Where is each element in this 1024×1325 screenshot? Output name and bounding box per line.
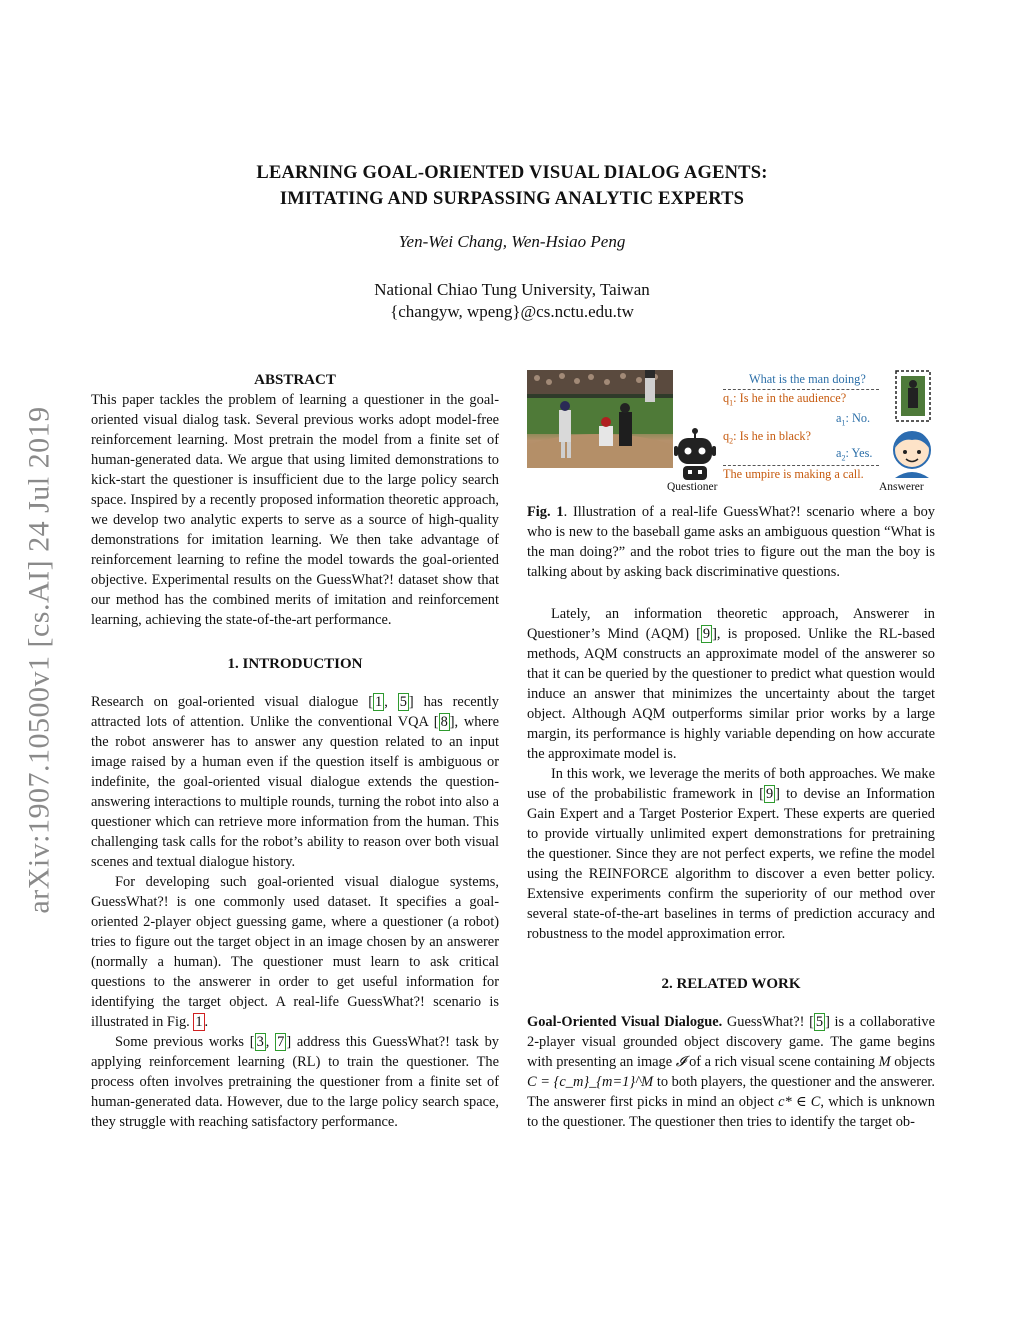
intro-heading: 1. INTRODUCTION (227, 656, 363, 672)
intro-paragraph-3 (91, 1032, 499, 1132)
citation-link[interactable]: 9 (765, 786, 774, 802)
math-symbol: M (878, 1054, 891, 1070)
citation-link[interactable]: 9 (702, 626, 711, 642)
paper-title (120, 160, 904, 212)
text-run: q (723, 391, 730, 405)
text-run: to both players, the questioner and the answerer. The answerer first picks in mind an object (527, 1074, 935, 1110)
initial-question: What is the man doing? (749, 372, 866, 386)
abstract-text: This paper tackles the problem of learning a questioner in the goal-oriented visual dialog task. Several previous works adopt model-free reinforcement learning. Most pretrain the model from a finite set of human-generated data. We argue that using limited demonstrations to kick-start the questioner is insufficient due to the large policy search space. Inspired by a recently proposed information theoretic approach, we develop two analytic experts to serve as a source of high-quality demonstrations for imitation learning. We then take advantage of reinforcement learning to refine the model towards the goal-oriented objective. Experimental results on the GuessWhat?! dataset show that our method has the combined merits of imitation and reinforcement learning, achieving the state-of-the-art performance. (91, 392, 499, 628)
citation-link[interactable]: 5 (815, 1014, 824, 1030)
left-column (91, 370, 499, 1132)
text-run: ] has recently attracted lots of attention. Unlike the conventional VQA [ (91, 694, 499, 730)
related-paragraph-1 (527, 1012, 935, 1132)
citation-link[interactable]: 7 (277, 1034, 285, 1050)
arxiv-stamp (14, 380, 66, 940)
text-run: ], where the robot answerer has to answer any question related to an input image raised by a human even if the question itself is ambiguous or indefinite, the goal-oriented visual dialogue extends the question-answering interactions to multiple rounds, turning the robot into also a questioner which can retrieve more information from the human. This challenging task calls for the robot’s ability to reason over both visual scenes and textual dialogue history. (91, 714, 499, 870)
answerer-label: Answerer (879, 481, 924, 493)
question-1 (723, 391, 846, 407)
text-run: 2 (729, 436, 734, 446)
email: {changyw, wpeng}@cs.nctu.edu.tw (390, 302, 634, 321)
title-line-1: LEARNING GOAL-ORIENTED VISUAL DIALOG AGENTS: (256, 163, 768, 183)
text-run: ], is proposed. Unlike the RL-based methods, AQM constructs an approximate model of the answerer so that it can be queried by the questioner to predict what question would induce an answer that minimizes the uncertainty about the target object. Although AQM outperforms similar prior works by a large margin, its performance is highly variable depending on how accurate the approximate model is. (527, 626, 935, 762)
text-run: : No. (845, 411, 871, 425)
text-run: For developing such goal-oriented visual dialogue systems, GuessWhat?! is one commonly used dataset. It specifies a goal-oriented 2-player object guessing game, where a questioner (a robot) tries to figure out the target object in an image chosen by an answerer (normally a human). The questioner must learn to ask critical questions to the answerer in order to get useful information for identifying the target object. A real-life GuessWhat?! scenario is illustrated in Fig. (91, 874, 499, 1030)
figure-1 (527, 370, 935, 496)
intro-paragraph-1 (91, 692, 499, 872)
text-run: a (836, 411, 842, 425)
text-run: ] address this GuessWhat?! task by applying reinforcement learning (RL) to train the questioner. The process often involves pretraining the questioner from a finite set of human-generated data. However, due to the large policy search space, they struggle with reaching satisfactory performance. (91, 1034, 499, 1130)
right-column (527, 370, 935, 1132)
text-run: GuessWhat?! [ (722, 1014, 814, 1030)
dashed-divider (723, 389, 879, 390)
robot-icon (673, 428, 717, 482)
text-run: ] is a collaborative 2-player visual grounded object discovery game. The game begins with presenting an image (527, 1014, 935, 1070)
text-run: of a rich visual scene containing (685, 1054, 879, 1070)
related-work-heading: 2. RELATED WORK (661, 976, 801, 992)
question-2 (723, 429, 811, 445)
text-run: 1 (729, 398, 734, 408)
text-run: a (836, 446, 842, 460)
target-thumbnail-icon (895, 370, 931, 422)
title-line-2: IMITATING AND SURPASSING ANALYTIC EXPERTS (279, 189, 745, 209)
text-run: q (723, 429, 730, 443)
intro-paragraph-2 (91, 872, 499, 1032)
math-expression: c* ∈ C (778, 1094, 821, 1110)
text-run: 1 (841, 418, 846, 428)
text-run: : Is he in black? (733, 429, 812, 443)
citation-link[interactable]: 5 (399, 694, 407, 710)
right-paragraph-2 (527, 764, 935, 944)
text-run: Research on goal-oriented visual dialogue [ (91, 694, 373, 710)
text-run: : Yes. (845, 446, 873, 460)
text-run: 2 (841, 453, 846, 463)
text-run: objects (890, 1054, 935, 1070)
answer-1 (836, 411, 870, 427)
text-run: , (384, 694, 398, 710)
boy-avatar-icon (889, 428, 935, 478)
questioner-label: Questioner (667, 481, 718, 493)
paragraph-lead: Goal-Oriented Visual Dialogue. (527, 1014, 723, 1030)
text-run: Lately, an information theoretic approach, Answerer in Questioner’s Mind (AQM) [ (527, 606, 935, 642)
citation-link[interactable]: 1 (375, 694, 383, 710)
text-run: . Illustration of a real-life GuessWhat?! scenario where a boy who is new to the baseball game asks an ambiguous question “What is the man doing?” and the robot tries to figure out the man the boy is talking about by asking back discriminative questions. (527, 504, 936, 580)
figure-caption (527, 502, 935, 582)
math-symbol: 𝓘 (675, 1054, 686, 1070)
figure-ref-link[interactable]: 1 (195, 1014, 203, 1030)
text-run: , which is unknown to the questioner. The questioner then tries to identify the target ob- (527, 1094, 936, 1130)
caption-label: Fig. 1 (527, 504, 564, 520)
citation-link[interactable]: 3 (256, 1034, 264, 1050)
baseball-scene-image (527, 370, 673, 468)
right-paragraph-1 (527, 604, 935, 764)
text-run: ] to devise an Information Gain Expert and a Target Posterior Expert. These experts are queried to provide virtually unlimited expert demonstrations for pretraining the questioner. Since they are not perfect experts, we refine the model using the REINFORCE algorithm to discover a even better policy. Extensive experiments confirm the superiority of our method over several state-of-the-art baselines in terms of prediction accuracy and robustness to the model approximation error. (527, 786, 935, 942)
text-run: , (265, 1034, 276, 1050)
math-expression: C = {c_m}_{m=1}^M (527, 1074, 654, 1090)
affiliation-block (120, 279, 904, 323)
arxiv-id: arXiv:1907.10500v1 [cs.AI] 24 Jul 2019 (23, 406, 56, 914)
citation-link[interactable]: 8 (440, 714, 448, 730)
abstract-heading: ABSTRACT (254, 372, 336, 388)
affiliation: National Chiao Tung University, Taiwan (374, 280, 650, 299)
text-run: Some previous works [ (115, 1034, 255, 1050)
final-guess: The umpire is making a call. (723, 467, 864, 481)
baseball-photo (527, 370, 673, 468)
text-run: . (204, 1014, 209, 1030)
answer-2 (836, 446, 872, 462)
authors: Yen-Wei Chang, Wen-Hsiao Peng (398, 232, 626, 251)
dashed-divider (723, 465, 879, 466)
text-run: In this work, we leverage the merits of both approaches. We make use of the probabilistic framework in [ (527, 766, 935, 802)
text-run: : Is he in the audience? (733, 391, 847, 405)
dialog-illustration (707, 370, 935, 496)
